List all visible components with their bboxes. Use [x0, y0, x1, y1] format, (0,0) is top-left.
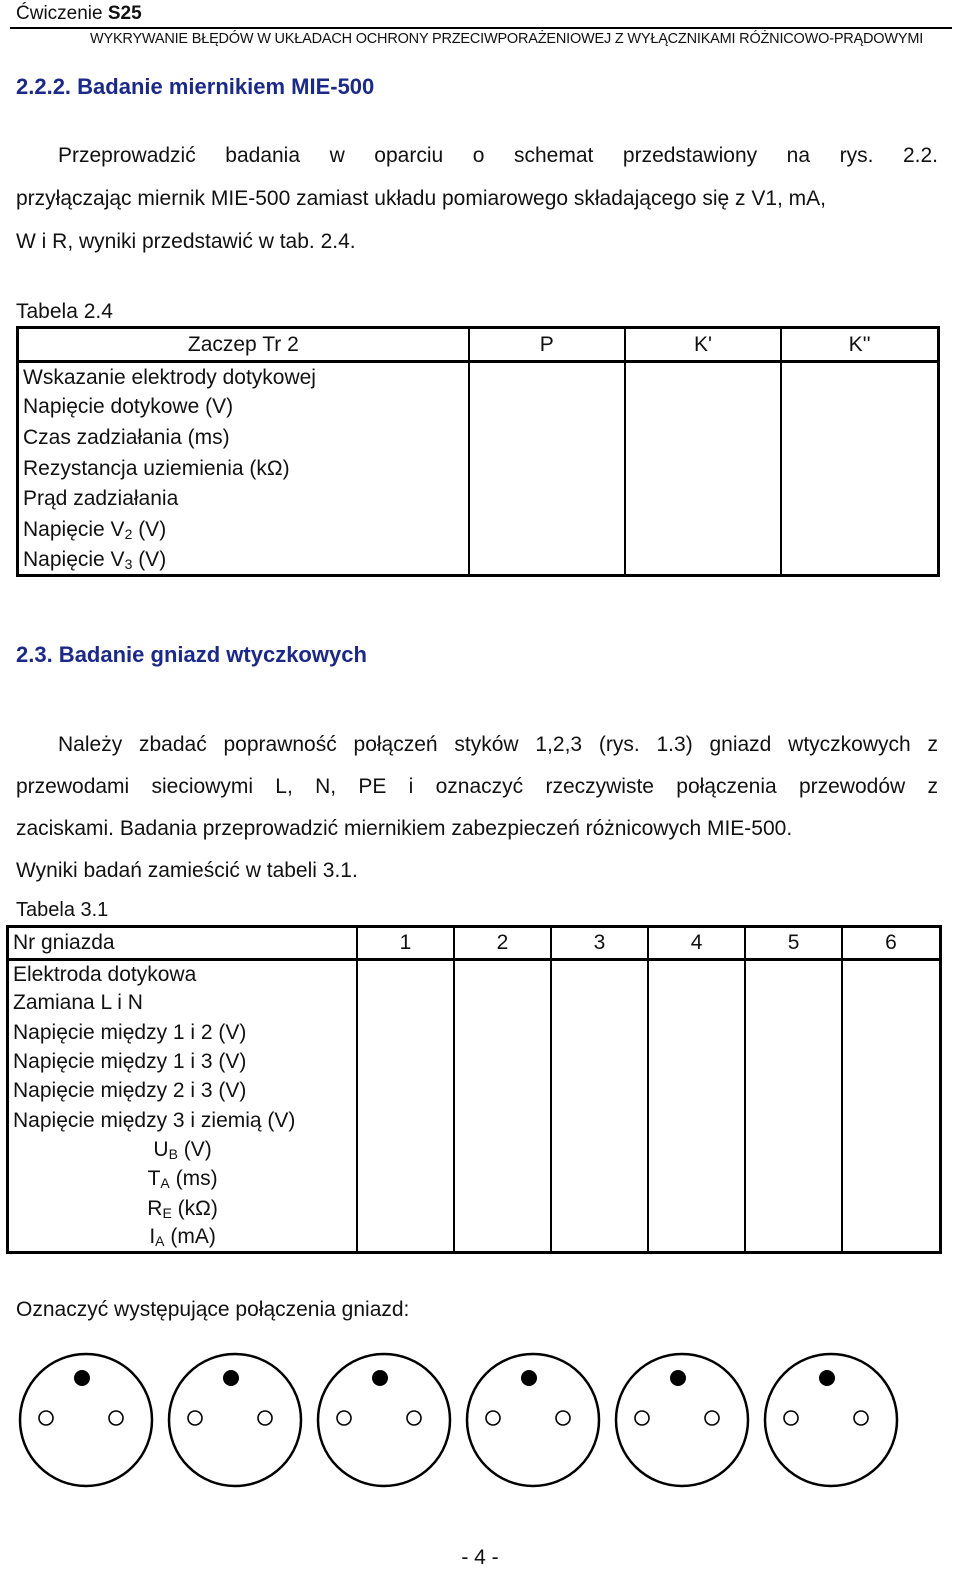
empty-cell	[625, 423, 781, 454]
empty-cell	[454, 1106, 552, 1135]
socket-hole-right	[705, 1411, 719, 1425]
table-row	[8, 960, 941, 989]
empty-cell	[469, 453, 625, 484]
section-23-line2	[16, 765, 938, 808]
socket-hole-right	[407, 1411, 421, 1425]
word: badania	[225, 144, 301, 167]
table-row	[18, 362, 939, 393]
table-24	[16, 326, 940, 577]
row-label	[8, 1223, 358, 1252]
socket-diagram	[316, 1352, 452, 1488]
word: N,	[315, 775, 337, 798]
empty-cell	[648, 1047, 746, 1076]
empty-cell	[551, 1223, 648, 1252]
section-23-line4: Wyniki badań zamieścić w tabeli 3.1.	[16, 859, 358, 882]
empty-cell	[781, 545, 938, 576]
empty-cell	[357, 1047, 454, 1076]
word: sieciowymi	[151, 775, 254, 798]
label-main: T	[147, 1167, 161, 1191]
socket-diagram	[18, 1352, 154, 1488]
socket-pin-filled	[521, 1370, 537, 1386]
word: o	[472, 144, 485, 167]
empty-cell	[745, 1135, 842, 1164]
word: połączenia	[676, 775, 777, 798]
exercise-code: S25	[107, 3, 142, 24]
empty-cell	[781, 484, 938, 515]
row-label: Napięcie między 2 i 3 (V)	[8, 1077, 358, 1106]
empty-cell	[454, 1077, 552, 1106]
empty-cell	[454, 1047, 552, 1076]
section-title-222: 2.2.2. Badanie miernikiem MIE-500	[16, 74, 375, 99]
empty-cell	[648, 1165, 746, 1194]
column-header: K'	[625, 328, 781, 362]
empty-cell	[745, 1018, 842, 1047]
empty-cell	[781, 362, 938, 393]
label-subscript: 3	[124, 555, 133, 572]
row-label: Czas zadziałania (ms)	[18, 423, 469, 454]
label-main: U	[153, 1137, 169, 1161]
table-row	[8, 1223, 941, 1252]
socket-hole-left	[337, 1411, 351, 1425]
label-subscript: A	[160, 1175, 170, 1192]
empty-cell	[842, 1018, 941, 1047]
empty-cell	[454, 989, 552, 1018]
section-222-line2: przyłączając miernik MIE-500 zamiast układu pomiarowego składającego się z V1, mA,	[16, 187, 827, 210]
empty-cell	[648, 1018, 746, 1047]
empty-cell	[745, 1223, 842, 1252]
empty-cell	[357, 1194, 454, 1223]
row-label	[8, 1165, 358, 1194]
empty-cell	[454, 1135, 552, 1164]
empty-cell	[781, 453, 938, 484]
socket-hole-right	[109, 1411, 123, 1425]
socket-pin-filled	[74, 1370, 90, 1386]
empty-cell	[648, 1077, 746, 1106]
row-label: Prąd zadziałania	[18, 484, 469, 515]
column-header: 3	[551, 927, 648, 960]
empty-cell	[469, 392, 625, 423]
sockets-prompt: Oznaczyć występujące połączenia gniazd:	[16, 1298, 410, 1321]
empty-cell	[551, 1194, 648, 1223]
socket-hole-right	[556, 1411, 570, 1425]
empty-cell	[842, 1165, 941, 1194]
empty-cell	[357, 1018, 454, 1047]
word: i	[408, 775, 414, 798]
socket-hole-right	[854, 1411, 868, 1425]
row-label: Elektroda dotykowa	[8, 960, 358, 989]
socket-diagram	[167, 1352, 303, 1488]
row-label: Wskazanie elektrody dotykowej	[18, 362, 469, 393]
socket-hole-right	[258, 1411, 272, 1425]
empty-cell	[357, 1135, 454, 1164]
table-row	[8, 1194, 941, 1223]
empty-cell	[469, 484, 625, 515]
empty-cell	[551, 1018, 648, 1047]
table-row	[8, 1106, 941, 1135]
label-main: Napięcie V	[23, 547, 125, 571]
empty-cell	[842, 1135, 941, 1164]
column-header: 2	[454, 927, 552, 960]
word: PE	[358, 775, 387, 798]
socket-diagram	[465, 1352, 601, 1488]
socket-hole-left	[784, 1411, 798, 1425]
empty-cell	[745, 1194, 842, 1223]
empty-cell	[842, 1077, 941, 1106]
empty-cell	[551, 1047, 648, 1076]
empty-cell	[551, 1165, 648, 1194]
empty-cell	[745, 960, 842, 989]
table-row	[18, 453, 939, 484]
empty-cell	[625, 545, 781, 576]
empty-cell	[469, 514, 625, 545]
socket-pin-filled	[372, 1370, 388, 1386]
label-main: Napięcie V	[23, 517, 125, 541]
word: 2.2.	[902, 144, 938, 167]
empty-cell	[551, 989, 648, 1018]
word: schemat	[513, 144, 594, 167]
section-222-line3: W i R, wyniki przedstawić w tab. 2.4.	[16, 230, 356, 253]
empty-cell	[745, 1165, 842, 1194]
row-label	[8, 1194, 358, 1223]
empty-cell	[648, 1106, 746, 1135]
label-main: I	[149, 1225, 156, 1249]
word: rzeczywiste	[545, 775, 654, 798]
label-unit: (V)	[177, 1137, 212, 1161]
empty-cell	[357, 1077, 454, 1106]
row-label: Zamiana L i N	[8, 989, 358, 1018]
column-header: Nr gniazda	[8, 927, 358, 960]
row-label	[18, 545, 469, 576]
word: oznaczyć	[435, 775, 524, 798]
table-row	[8, 989, 941, 1018]
word: na	[786, 144, 811, 167]
empty-cell	[842, 960, 941, 989]
row-label: Napięcie między 1 i 3 (V)	[8, 1047, 358, 1076]
word: przewodów	[798, 775, 906, 798]
table-31	[6, 925, 942, 1254]
empty-cell	[357, 1165, 454, 1194]
column-header: 5	[745, 927, 842, 960]
empty-cell	[551, 1106, 648, 1135]
label-unit: (V)	[132, 547, 167, 571]
empty-cell	[842, 1047, 941, 1076]
column-header: 1	[357, 927, 454, 960]
table-row	[8, 1077, 941, 1106]
socket-hole-left	[635, 1411, 649, 1425]
page-number: - 4 -	[461, 1546, 499, 1569]
header-subtitle: WYKRYWANIE BŁĘDÓW W UKŁADACH OCHRONY PRZECIWPORAŻENIOWEJ Z WYŁĄCZNIKAMI RÓŻNICOWO-PRĄDOWYMI	[90, 31, 924, 47]
row-label: Napięcie między 3 i ziemią (V)	[8, 1106, 358, 1135]
table-header-row	[8, 927, 941, 960]
column-header: 4	[648, 927, 746, 960]
label-unit: (ms)	[169, 1167, 218, 1191]
row-label: Napięcie między 1 i 2 (V)	[8, 1018, 358, 1047]
empty-cell	[648, 1194, 746, 1223]
table-row	[18, 392, 939, 423]
row-label	[8, 1135, 358, 1164]
label-unit: (V)	[132, 517, 167, 541]
empty-cell	[625, 453, 781, 484]
socket-diagram	[614, 1352, 750, 1488]
empty-cell	[551, 960, 648, 989]
empty-cell	[454, 1194, 552, 1223]
empty-cell	[781, 392, 938, 423]
section-222-line1	[58, 134, 938, 177]
label-subscript: 2	[124, 525, 133, 542]
exercise-label	[16, 3, 142, 25]
empty-cell	[745, 1077, 842, 1106]
empty-cell	[454, 1223, 552, 1252]
row-label: Rezystancja uziemienia (kΩ)	[18, 453, 469, 484]
empty-cell	[648, 1223, 746, 1252]
socket-diagram	[763, 1352, 899, 1488]
section-title-23: 2.3. Badanie gniazd wtyczkowych	[16, 642, 367, 667]
word: przedstawiony	[622, 144, 758, 167]
empty-cell	[781, 514, 938, 545]
table-row	[8, 1018, 941, 1047]
word: w	[329, 144, 345, 167]
empty-cell	[551, 1077, 648, 1106]
exercise-prefix: Ćwiczenie	[16, 3, 108, 24]
column-header: 6	[842, 927, 941, 960]
word: rys.	[839, 144, 874, 167]
empty-cell	[357, 960, 454, 989]
empty-cell	[648, 960, 746, 989]
empty-cell	[357, 1223, 454, 1252]
empty-cell	[625, 484, 781, 515]
empty-cell	[625, 514, 781, 545]
socket-hole-left	[188, 1411, 202, 1425]
empty-cell	[781, 423, 938, 454]
word: L,	[275, 775, 293, 798]
label-unit: (mA)	[164, 1225, 216, 1249]
empty-cell	[454, 1165, 552, 1194]
word: przewodami	[16, 775, 130, 798]
empty-cell	[842, 1106, 941, 1135]
empty-cell	[648, 989, 746, 1018]
word: oparciu	[374, 144, 444, 167]
empty-cell	[745, 1047, 842, 1076]
table-row	[18, 514, 939, 545]
header-rule	[10, 27, 952, 29]
label-subscript: B	[168, 1145, 178, 1162]
table-row	[8, 1047, 941, 1076]
sockets-row	[18, 1352, 938, 1492]
table-header-row	[18, 328, 939, 362]
empty-cell	[842, 989, 941, 1018]
empty-cell	[842, 1194, 941, 1223]
table-row	[18, 423, 939, 454]
section-23-line3: zaciskami. Badania przeprowadzić miernikiem zabezpieczeń różnicowych MIE-500.	[16, 817, 793, 840]
empty-cell	[625, 362, 781, 393]
empty-cell	[454, 1018, 552, 1047]
column-header: Zaczep Tr 2	[18, 328, 469, 362]
socket-pin-filled	[223, 1370, 239, 1386]
empty-cell	[648, 1135, 746, 1164]
label-subscript: A	[155, 1233, 165, 1250]
label-unit: (kΩ)	[171, 1196, 218, 1220]
empty-cell	[469, 423, 625, 454]
empty-cell	[745, 1106, 842, 1135]
table-row	[18, 545, 939, 576]
word: Przeprowadzić	[58, 144, 196, 167]
table-24-caption: Tabela 2.4	[16, 300, 113, 323]
section-23-line1: Należy zbadać poprawność połączeń styków 1,2,3 (rys. 1.3) gniazd wtyczkowych z	[58, 733, 938, 756]
empty-cell	[454, 960, 552, 989]
table-row	[18, 484, 939, 515]
socket-hole-left	[39, 1411, 53, 1425]
socket-pin-filled	[670, 1370, 686, 1386]
table-row	[8, 1135, 941, 1164]
socket-hole-left	[486, 1411, 500, 1425]
column-header: K''	[781, 328, 938, 362]
empty-cell	[469, 545, 625, 576]
socket-pin-filled	[819, 1370, 835, 1386]
column-header: P	[469, 328, 625, 362]
row-label	[18, 514, 469, 545]
empty-cell	[842, 1223, 941, 1252]
word: z	[927, 775, 938, 798]
row-label: Napięcie dotykowe (V)	[18, 392, 469, 423]
label-main: R	[147, 1196, 163, 1220]
empty-cell	[469, 362, 625, 393]
table-row	[8, 1165, 941, 1194]
empty-cell	[745, 989, 842, 1018]
label-subscript: E	[162, 1204, 172, 1221]
empty-cell	[357, 989, 454, 1018]
table-31-caption: Tabela 3.1	[16, 899, 109, 921]
empty-cell	[551, 1135, 648, 1164]
empty-cell	[625, 392, 781, 423]
empty-cell	[357, 1106, 454, 1135]
